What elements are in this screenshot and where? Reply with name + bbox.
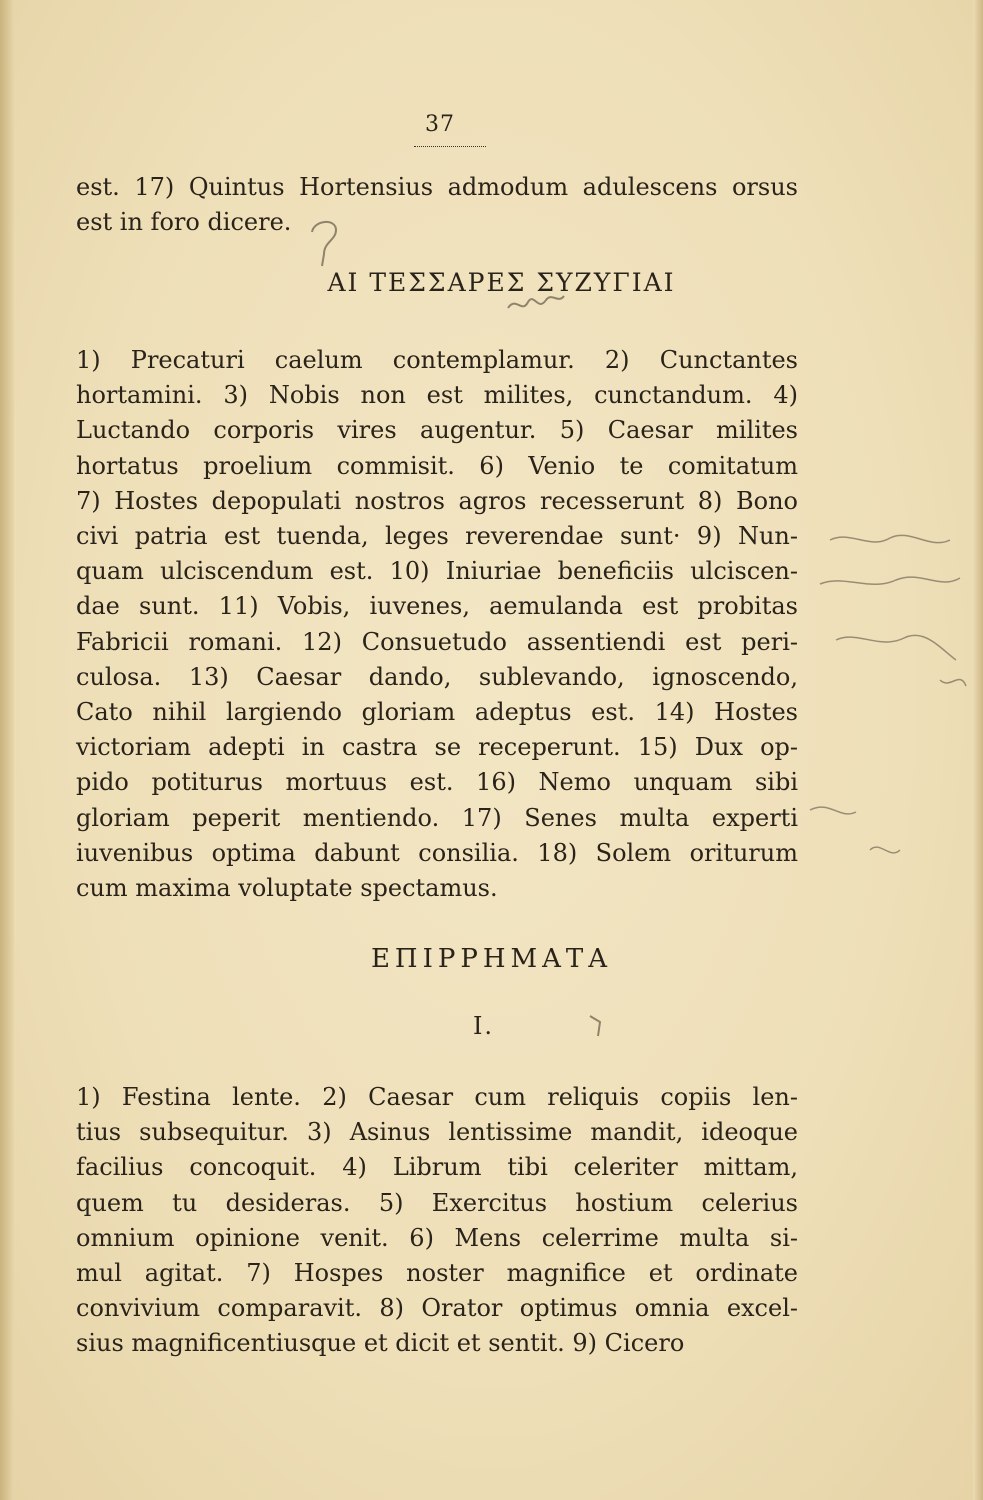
text-line: quem tu desideras. 5) Exercitus hostium celerius bbox=[76, 1188, 798, 1217]
text-line: iuvenibus optima dabunt consilia. 18) Solem oriturum bbox=[76, 838, 798, 867]
pencil-scribble-icon bbox=[506, 278, 566, 318]
text-line: mul agitat. 7) Hospes noster magnifice et ordinate bbox=[76, 1259, 798, 1288]
text-line: est. 17) Quintus Hortensius admodum adulescens orsus bbox=[76, 173, 798, 201]
text-line: 7) Hostes depopulati nostros agros recesserunt 8) Bono bbox=[76, 486, 798, 515]
text-line: est in foro dicere. bbox=[76, 208, 292, 237]
text-line: hortamini. 3) Nobis non est milites, cunctandum. 4) bbox=[76, 381, 798, 410]
text-line: quam ulciscendum est. 10) Iniuriae beneficiis ulciscen- bbox=[76, 557, 798, 586]
text-line: civi patria est tuenda, leges reverendae sunt· 9) Nun- bbox=[76, 522, 798, 551]
text-line: tius subsequitur. 3) Asinus lentissime mandit, ideoque bbox=[76, 1118, 798, 1147]
section2-paragraph bbox=[76, 1080, 798, 1362]
section-subheading-roman-one: I. bbox=[472, 1012, 495, 1040]
page-binding-edge bbox=[0, 0, 14, 1500]
text-line: 1) Festina lente. 2) Caesar cum reliquis copiis len- bbox=[76, 1083, 798, 1111]
page-outer-edge bbox=[973, 0, 983, 1500]
text-line: 1) Precaturi caelum contemplamur. 2) Cunctantes bbox=[76, 346, 798, 374]
text-line: culosa. 13) Caesar dando, sublevando, ignoscendo, bbox=[76, 662, 798, 691]
section-heading-syzygiai: ΑΙ ΤΕΣΣΑΡΕΣ ΣΥΖΥΓΙΑΙ bbox=[327, 268, 676, 297]
text-line: facilius concoquit. 4) Librum tibi celeriter mittam, bbox=[76, 1153, 798, 1182]
section1-paragraph bbox=[76, 343, 798, 906]
text-line: cum maxima voluptate spectamus. bbox=[76, 874, 498, 903]
intro-paragraph bbox=[76, 170, 798, 240]
page-number-rule bbox=[414, 146, 486, 147]
text-line: gloriam peperit mentiendo. 17) Senes multa experti bbox=[76, 803, 798, 832]
pencil-mark-icon bbox=[586, 1010, 606, 1040]
text-line: omnium opinione venit. 6) Mens celerrime multa si- bbox=[76, 1223, 798, 1252]
text-line: Cato nihil largiendo gloriam adeptus est. 14) Hostes bbox=[76, 698, 798, 727]
text-line: Fabricii romani. 12) Consuetudo assentiendi est peri- bbox=[76, 627, 798, 656]
text-line: dae sunt. 11) Vobis, iuvenes, aemulanda est probitas bbox=[76, 592, 798, 621]
text-line: hortatus proelium commisit. 6) Venio te comitatum bbox=[76, 451, 798, 480]
text-line: Luctando corporis vires augentur. 5) Caesar milites bbox=[76, 416, 798, 445]
pencil-question-mark-icon bbox=[300, 210, 350, 270]
text-line: victoriam adepti in castra se receperunt. 15) Dux op- bbox=[76, 733, 798, 762]
pencil-margin-scribbles-icon bbox=[800, 520, 970, 880]
text-line: sius magnificentiusque et dicit et sentit. 9) Cicero bbox=[76, 1329, 685, 1358]
page-number: 37 bbox=[425, 112, 455, 137]
section-heading-epirrhemata: ΕΠΙΡΡΗΜΑΤΑ bbox=[370, 944, 613, 974]
text-line: pido potiturus mortuus est. 16) Nemo unquam sibi bbox=[76, 768, 798, 797]
text-line: convivium comparavit. 8) Orator optimus omnia excel- bbox=[76, 1294, 798, 1323]
